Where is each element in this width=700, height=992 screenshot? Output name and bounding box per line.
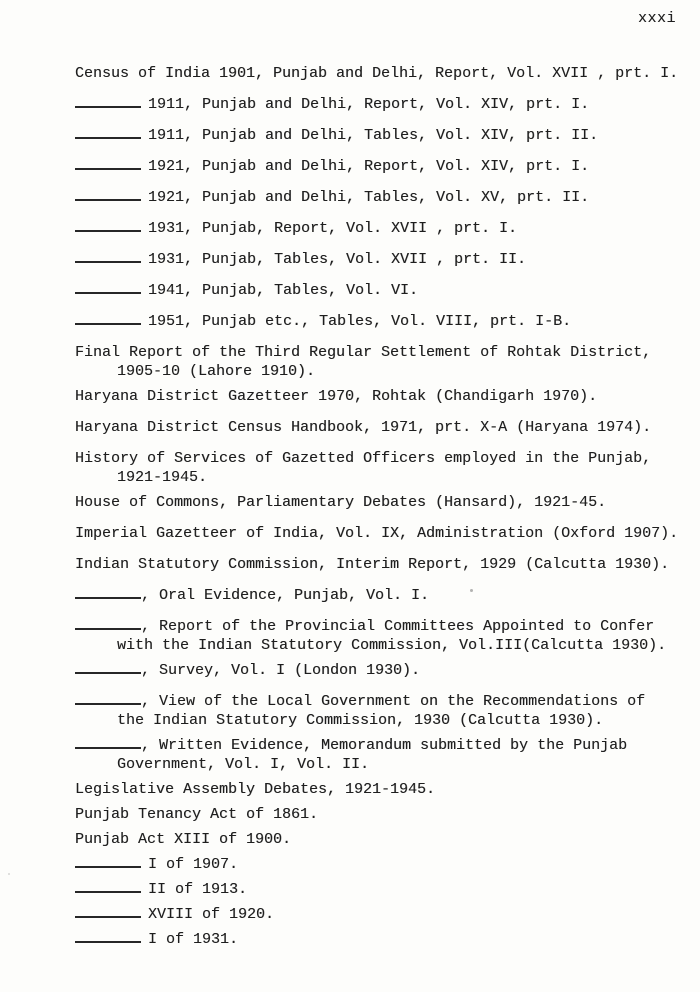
entry-line bbox=[75, 188, 692, 207]
entry-text: 1911, Punjab and Delhi, Tables, Vol. XIV, prt. II. bbox=[148, 127, 599, 144]
entry-text: 1921, Punjab and Delhi, Tables, Vol. XV, prt. II. bbox=[148, 189, 590, 206]
entry-text: , Survey, Vol. I (London 1930). bbox=[141, 662, 421, 679]
entry-line bbox=[75, 387, 692, 406]
bibliography-entry bbox=[75, 95, 692, 114]
entry-continuation: Government, Vol. I, Vol. II. bbox=[117, 756, 370, 773]
entry-continuation: 1921-1945. bbox=[117, 469, 208, 486]
entry-line bbox=[75, 343, 692, 362]
entry-line bbox=[75, 830, 692, 849]
entry-text: Haryana District Gazetteer 1970, Rohtak (Chandigarh 1970). bbox=[75, 388, 598, 405]
entry-line bbox=[75, 312, 692, 331]
entry-line bbox=[75, 855, 692, 874]
entry-text: , Report of the Provincial Committees Appointed to Confer bbox=[141, 618, 655, 635]
bibliography-entry bbox=[75, 281, 692, 300]
bibliography-entry bbox=[75, 805, 692, 824]
entry-line bbox=[75, 493, 692, 512]
entry-text: Punjab Act XIII of 1900. bbox=[75, 831, 292, 848]
entry-line bbox=[75, 905, 692, 924]
entry-line bbox=[75, 418, 692, 437]
ditto-underscore bbox=[75, 627, 141, 630]
bibliography-entry bbox=[75, 312, 692, 331]
bibliography-entry bbox=[75, 64, 692, 83]
scan-speck bbox=[470, 589, 473, 592]
entry-text: XVIII of 1920. bbox=[148, 906, 275, 923]
entry-text: I of 1931. bbox=[148, 931, 239, 948]
entry-line bbox=[75, 281, 692, 300]
scan-speck bbox=[8, 873, 10, 875]
entry-line bbox=[75, 95, 692, 114]
entry-line bbox=[75, 880, 692, 899]
bibliography-entry bbox=[75, 586, 692, 605]
entry-line bbox=[75, 64, 692, 83]
bibliography-entry bbox=[75, 880, 692, 899]
entry-continuation: 1905-10 (Lahore 1910). bbox=[117, 363, 316, 380]
ditto-underscore bbox=[75, 596, 141, 599]
ditto-underscore bbox=[75, 229, 141, 232]
entry-line bbox=[75, 692, 692, 711]
entry-continuation: with the Indian Statutory Commission, Vol.III(Calcutta 1930). bbox=[117, 637, 667, 654]
bibliography-entry bbox=[75, 188, 692, 207]
entry-text: Punjab Tenancy Act of 1861. bbox=[75, 806, 319, 823]
entry-line bbox=[75, 555, 692, 574]
entry-line bbox=[75, 250, 692, 269]
entry-text: 1941, Punjab, Tables, Vol. VI. bbox=[148, 282, 419, 299]
entry-text: 1931, Punjab, Tables, Vol. XVII , prt. II. bbox=[148, 251, 527, 268]
bibliography-entry bbox=[75, 250, 692, 269]
entry-line bbox=[75, 524, 692, 543]
bibliography-entry bbox=[75, 905, 692, 924]
entry-text: I of 1907. bbox=[148, 856, 239, 873]
bibliography-entry bbox=[75, 418, 692, 437]
ditto-underscore bbox=[75, 198, 141, 201]
bibliography-entry bbox=[75, 555, 692, 574]
entry-text: 1911, Punjab and Delhi, Report, Vol. XIV, prt. I. bbox=[148, 96, 590, 113]
ditto-underscore bbox=[75, 940, 141, 943]
bibliography-entry bbox=[75, 661, 692, 680]
entry-line bbox=[75, 586, 692, 605]
entry-text: History of Services of Gazetted Officers employed in the Punjab, bbox=[75, 450, 652, 467]
entry-line bbox=[75, 219, 692, 238]
entry-line bbox=[75, 126, 692, 145]
ditto-underscore bbox=[75, 915, 141, 918]
ditto-underscore bbox=[75, 890, 141, 893]
bibliography-list bbox=[75, 64, 692, 955]
entry-line bbox=[75, 930, 692, 949]
entry-line bbox=[75, 805, 692, 824]
entry-line bbox=[75, 661, 692, 680]
bibliography-entry bbox=[75, 126, 692, 145]
ditto-underscore bbox=[75, 260, 141, 263]
ditto-underscore bbox=[75, 291, 141, 294]
entry-text: Imperial Gazetteer of India, Vol. IX, Administration (Oxford 1907). bbox=[75, 525, 679, 542]
entry-text: , Oral Evidence, Punjab, Vol. I. bbox=[141, 587, 430, 604]
ditto-underscore bbox=[75, 167, 141, 170]
entry-line bbox=[75, 617, 692, 636]
ditto-underscore bbox=[75, 105, 141, 108]
entry-text: 1931, Punjab, Report, Vol. XVII , prt. I. bbox=[148, 220, 518, 237]
entry-text: House of Commons, Parliamentary Debates (Hansard), 1921-45. bbox=[75, 494, 607, 511]
bibliography-entry bbox=[75, 617, 692, 655]
bibliography-entry bbox=[75, 157, 692, 176]
entry-text: Haryana District Census Handbook, 1971, prt. X-A (Haryana 1974). bbox=[75, 419, 652, 436]
entry-text: Census of India 1901, Punjab and Delhi, Report, Vol. XVII , prt. I. bbox=[75, 65, 679, 82]
bibliography-entry bbox=[75, 830, 692, 849]
bibliography-entry bbox=[75, 780, 692, 799]
ditto-underscore bbox=[75, 136, 141, 139]
entry-text: , Written Evidence, Memorandum submitted by the Punjab bbox=[141, 737, 628, 754]
entry-text: 1951, Punjab etc., Tables, Vol. VIII, prt. I-B. bbox=[148, 313, 572, 330]
entry-continuation: the Indian Statutory Commission, 1930 (Calcutta 1930). bbox=[117, 712, 604, 729]
entry-text: II of 1913. bbox=[148, 881, 248, 898]
entry-text: 1921, Punjab and Delhi, Report, Vol. XIV, prt. I. bbox=[148, 158, 590, 175]
ditto-underscore bbox=[75, 671, 141, 674]
entry-text: Final Report of the Third Regular Settlement of Rohtak District, bbox=[75, 344, 652, 361]
bibliography-entry bbox=[75, 736, 692, 774]
ditto-underscore bbox=[75, 322, 141, 325]
ditto-underscore bbox=[75, 702, 141, 705]
bibliography-entry bbox=[75, 219, 692, 238]
entry-line bbox=[75, 736, 692, 755]
bibliography-entry bbox=[75, 343, 692, 381]
entry-text: Indian Statutory Commission, Interim Report, 1929 (Calcutta 1930). bbox=[75, 556, 670, 573]
bibliography-entry bbox=[75, 692, 692, 730]
bibliography-entry bbox=[75, 387, 692, 406]
entry-text: Legislative Assembly Debates, 1921-1945. bbox=[75, 781, 436, 798]
ditto-underscore bbox=[75, 865, 141, 868]
entry-text: , View of the Local Government on the Recommendations of bbox=[141, 693, 646, 710]
entry-line bbox=[75, 157, 692, 176]
bibliography-entry bbox=[75, 524, 692, 543]
ditto-underscore bbox=[75, 746, 141, 749]
page-number: xxxi bbox=[637, 10, 676, 27]
bibliography-entry bbox=[75, 493, 692, 512]
entry-line bbox=[75, 780, 692, 799]
bibliography-entry bbox=[75, 930, 692, 949]
bibliography-entry bbox=[75, 855, 692, 874]
bibliography-entry bbox=[75, 449, 692, 487]
entry-line bbox=[75, 449, 692, 468]
